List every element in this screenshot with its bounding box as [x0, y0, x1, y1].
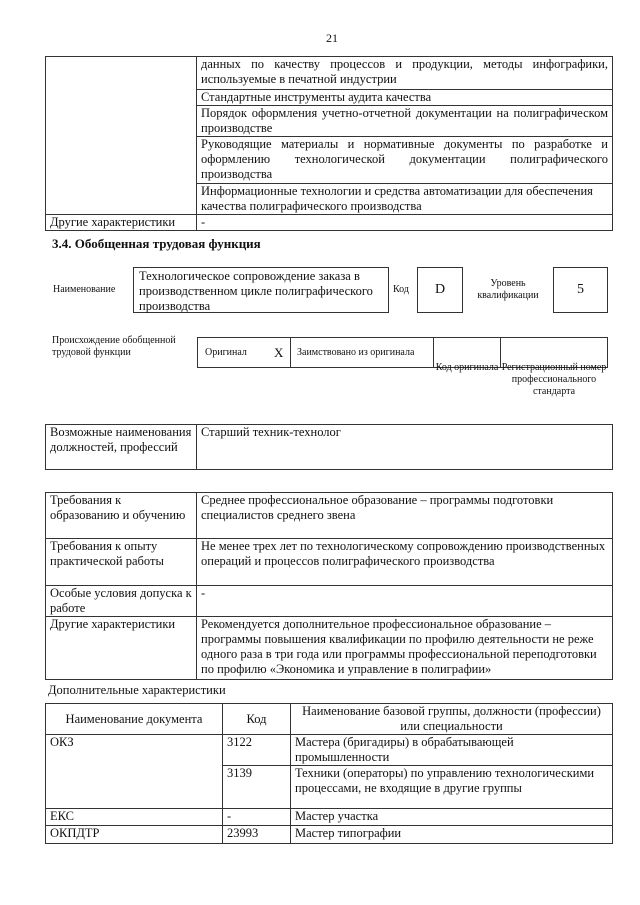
other-label: Другие характеристики	[46, 215, 197, 231]
header-doc: Наименование документа	[46, 704, 223, 735]
requirement-label: Другие характеристики	[46, 617, 197, 680]
section-heading: 3.4. Обобщенная трудовая функция	[52, 236, 261, 251]
positions-label: Возможные наименования должностей, профессий	[46, 425, 197, 470]
knowledge-item: Порядок оформления учетно-отчетной документации на полиграфическом производстве	[197, 106, 613, 137]
knowledge-table	[45, 56, 613, 231]
name-cell: Мастер участка	[291, 809, 613, 826]
borrowed-cell[interactable]	[290, 337, 434, 368]
knowledge-item: Информационные технологии и средства автоматизации для обеспечения качества полиграфического производства	[197, 184, 613, 215]
function-name: Технологическое сопровождение заказа в производственном цикле полиграфического производства	[133, 267, 389, 313]
doc-cell: ОКПДТР	[46, 826, 223, 844]
header-code: Код	[223, 704, 291, 735]
other-value: -	[197, 215, 613, 231]
reg-caption: Регистрационный номер профессионального стандарта	[501, 362, 607, 397]
original-mark: X	[274, 345, 284, 360]
knowledge-item: Стандартные инструменты аудита качества	[197, 90, 613, 106]
empty-cell	[46, 57, 197, 215]
borrowed-label: Заимствовано из оригинала	[297, 347, 415, 358]
requirement-value: -	[197, 586, 613, 617]
requirement-label: Особые условия допуска к работе	[46, 586, 197, 617]
level-label: Уровень квалификации	[477, 278, 539, 301]
code-label: Код	[393, 284, 409, 295]
requirement-value: Рекомендуется дополнительное профессиональное образование – программы повышения квалификации по профилю деятельности не реже одного раза в три года или программы профессиональной переподготовки по профилю «Экономика и управление в полиграфии»	[197, 617, 613, 680]
code-cell: 3122	[223, 735, 291, 766]
doc-cell: ЕКС	[46, 809, 223, 826]
code-caption: Код оригинала	[435, 362, 499, 373]
name-cell: Техники (операторы) по управлению технологическими процессами, не входящие в другие группы	[291, 766, 613, 809]
requirement-value: Не менее трех лет по технологическому сопровождению производственных операций и процессов полиграфического производства	[197, 539, 613, 586]
additional-table	[45, 703, 613, 844]
name-label: Наименование	[53, 284, 116, 295]
page-number: 21	[326, 31, 338, 45]
additional-title: Дополнительные характеристики	[48, 683, 226, 697]
header-name: Наименование базовой группы, должности (профессии) или специальности	[291, 704, 613, 735]
requirement-label: Требования к образованию и обучению	[46, 493, 197, 539]
requirements-table	[45, 492, 613, 680]
positions-value: Старший техник-технолог	[197, 425, 613, 470]
code-cell: 23993	[223, 826, 291, 844]
code-cell: -	[223, 809, 291, 826]
knowledge-item: Руководящие материалы и нормативные документы по разработке и оформлению технологической документации полиграфического производства	[197, 137, 613, 184]
code-cell: 3139	[223, 766, 291, 809]
original-cell[interactable]	[197, 337, 291, 368]
requirement-value: Среднее профессиональное образование – программы подготовки специалистов среднего звена	[197, 493, 613, 539]
doc-cell: ОКЗ	[46, 735, 223, 809]
function-code: D	[417, 267, 463, 313]
original-label: Оригинал	[205, 347, 247, 358]
qualification-level: 5	[553, 267, 608, 313]
name-cell: Мастера (бригадиры) в обрабатывающей промышленности	[291, 735, 613, 766]
requirement-label: Требования к опыту практической работы	[46, 539, 197, 586]
origin-label: Происхождение обобщенной трудовой функции	[52, 335, 176, 358]
name-cell: Мастер типографии	[291, 826, 613, 844]
knowledge-item: данных по качеству процессов и продукции, методы инфографики, используемые в печатной индустрии	[197, 57, 613, 90]
positions-table	[45, 424, 613, 470]
